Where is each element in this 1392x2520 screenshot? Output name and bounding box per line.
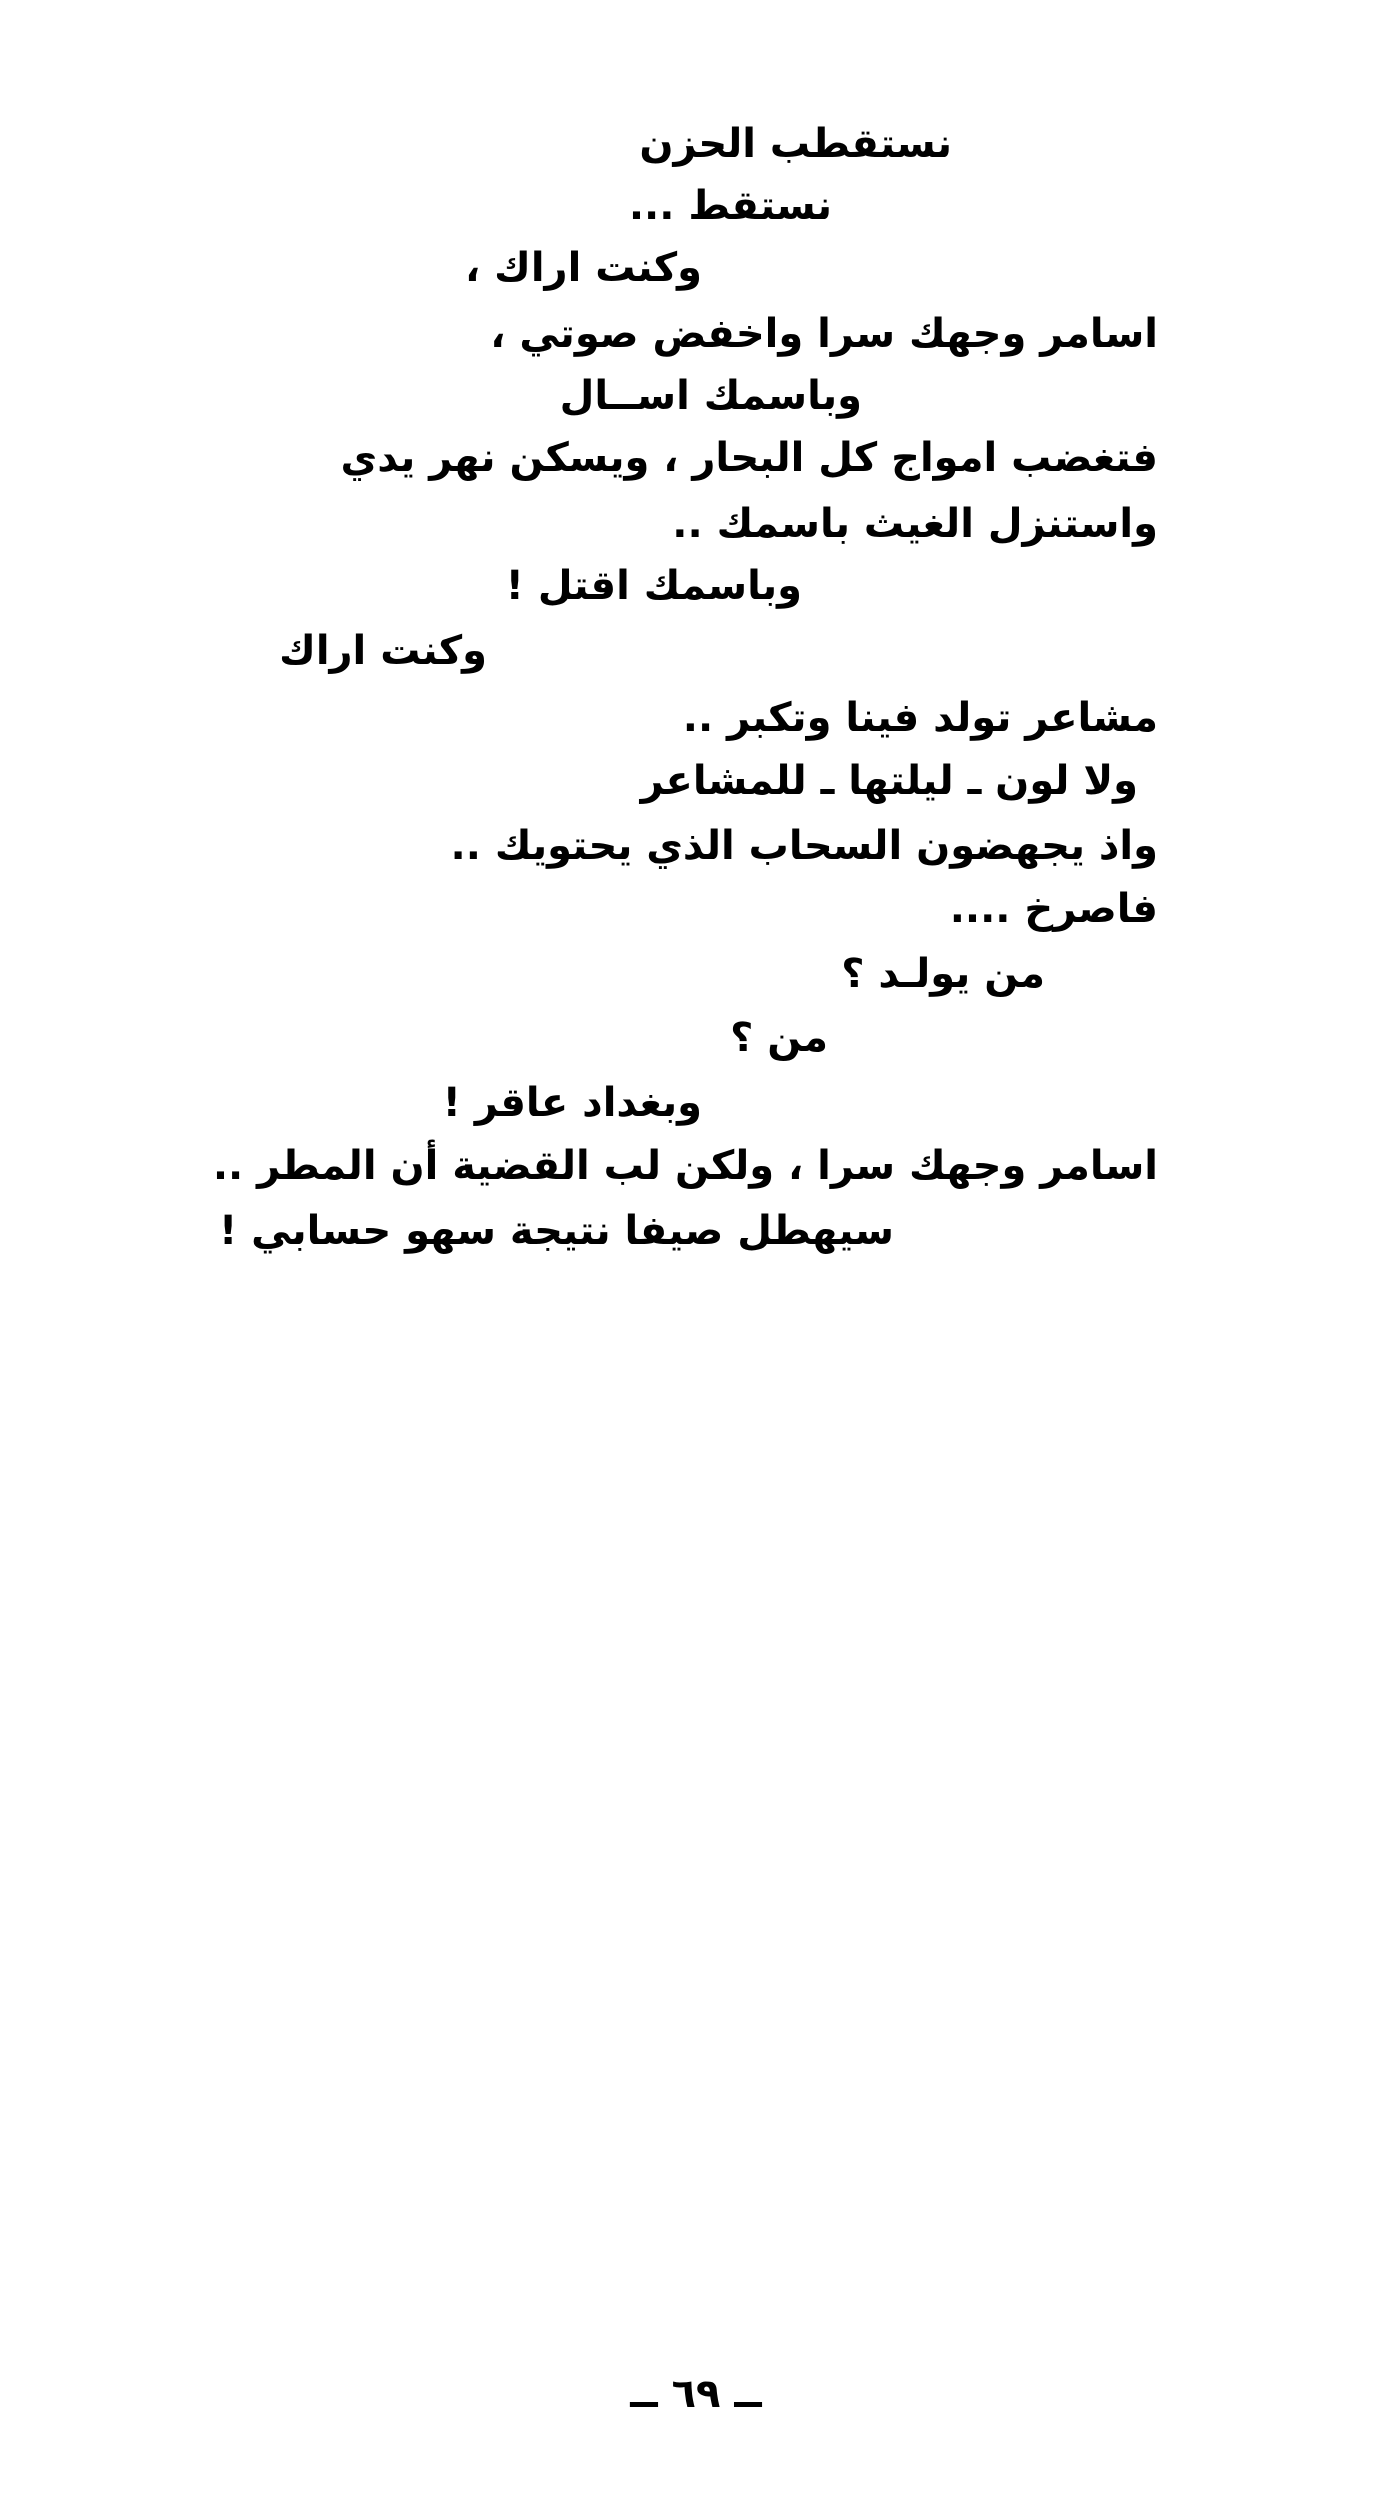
page-number: ــ ٦٩ ــ <box>630 2371 762 2417</box>
poem-line: اسامر وجهك سرا واخفض صوتي ، <box>490 311 1158 357</box>
poem-line: من يولـد ؟ <box>841 951 1045 997</box>
poem-line: اسامر وجهك سرا ، ولكن لب القضية أن المطر .. <box>212 1143 1158 1189</box>
poem-line: وبغداد عاقر ! <box>442 1080 702 1126</box>
poem-line: وباسمك اســال <box>559 373 862 419</box>
poem-line: نستقط ... <box>628 183 832 229</box>
poem-line: وباسمك اقتل ! <box>505 563 802 609</box>
poem-line: سيهطل صيفا نتيجة سهو حسابي ! <box>218 1208 894 1254</box>
poem-line: وكنت اراك ، <box>465 245 702 291</box>
poem-line: ولا لون ـ ليلتها ـ للمشاعر <box>640 758 1138 804</box>
poem-line: مشاعر تولد فينا وتكبر .. <box>682 695 1158 741</box>
poem-line: واذ يجهضون السحاب الذي يحتويك .. <box>450 823 1158 869</box>
poem-line: واستنزل الغيث باسمك .. <box>672 501 1158 547</box>
poem-line: نستقطب الحزن <box>639 121 952 167</box>
poem-line: من ؟ <box>730 1015 828 1061</box>
poem-line: فاصرخ .... <box>949 886 1158 932</box>
poem-line: وكنت اراك <box>279 628 487 674</box>
poem-line: فتغضب امواج كل البحار ، ويسكن نهر يدي <box>340 435 1158 481</box>
